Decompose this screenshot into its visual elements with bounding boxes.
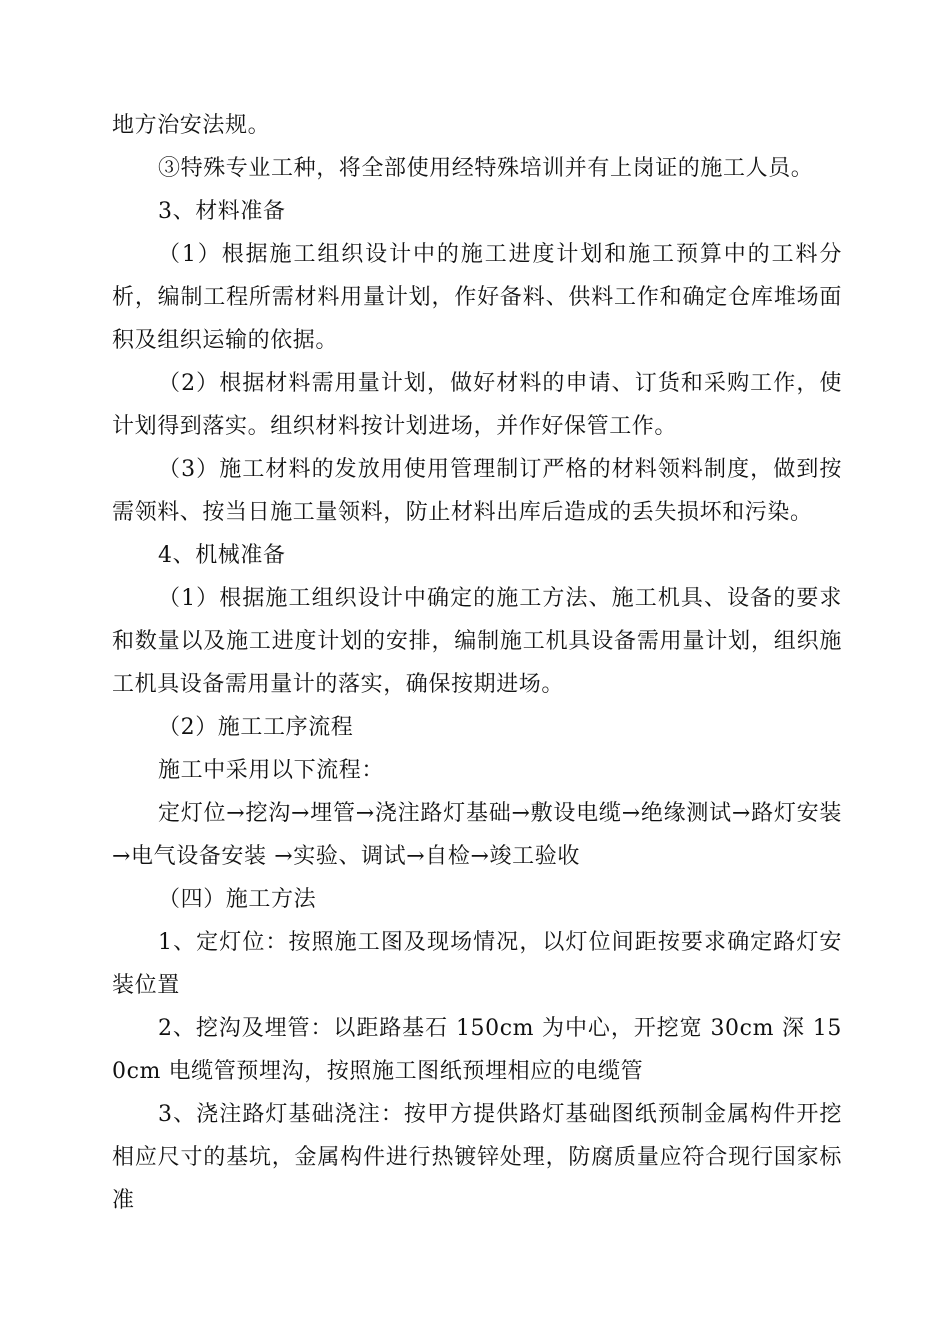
paragraph-material-plan: （1）根据施工组织设计中的施工进度计划和施工预算中的工料分析，编制工程所需材料用量计划，作好备料、供料工作和确定仓库堆场面积及组织运输的依据。 [112, 242, 842, 353]
paragraph-material-usage: （3）施工材料的发放用使用管理制订严格的材料领料制度，做到按需领料、按当日施工量领料，防止材料出库后造成的丢失损坏和污染。 [112, 457, 842, 525]
heading-construction-process: （2）施工工序流程 [158, 715, 354, 740]
paragraph-machinery-plan: （1）根据施工组织设计中确定的施工方法、施工机具、设备的要求和数量以及施工进度计划的安排，编制施工机具设备需用量计划，组织施工机具设备需用量计的落实，确保按期进场。 [112, 586, 842, 697]
paragraph-process-flow: 定灯位→挖沟→埋管→浇注路灯基础→敷设电缆→绝缘测试→路灯安装→电气设备安装 →实验、调试→自检→竣工验收 [112, 801, 843, 869]
paragraph-light-position: 1、定灯位：按照施工图及现场情况，以灯位间距按要求确定路灯安装位置 [112, 930, 842, 998]
paragraph-special-workers: ③特殊专业工种，将全部使用经特殊培训并有上岗证的施工人员。 [158, 156, 814, 181]
paragraph-regulations-end: 地方治安法规。 [112, 113, 271, 138]
paragraph-trench-pipe: 2、挖沟及埋管：以距路基石 150cm 为中心，开挖宽 30cm 深 150cm 电缆管预埋沟，按照施工图纸预埋相应的电缆管 [112, 1016, 842, 1084]
heading-construction-method: （四）施工方法 [158, 887, 317, 912]
heading-material-preparation: 3、材料准备 [158, 199, 286, 224]
heading-machinery-preparation: 4、机械准备 [158, 543, 286, 568]
paragraph-process-intro: 施工中采用以下流程： [158, 758, 385, 783]
paragraph-material-purchase: （2）根据材料需用量计划，做好材料的申请、订货和采购工作，使计划得到落实。组织材料按计划进场，并作好保管工作。 [112, 371, 842, 439]
paragraph-foundation-pouring: 3、浇注路灯基础浇注：按甲方提供路灯基础图纸预制金属构件开挖相应尺寸的基坑，金属构件进行热镀锌处理，防腐质量应符合现行国家标准 [112, 1102, 842, 1213]
